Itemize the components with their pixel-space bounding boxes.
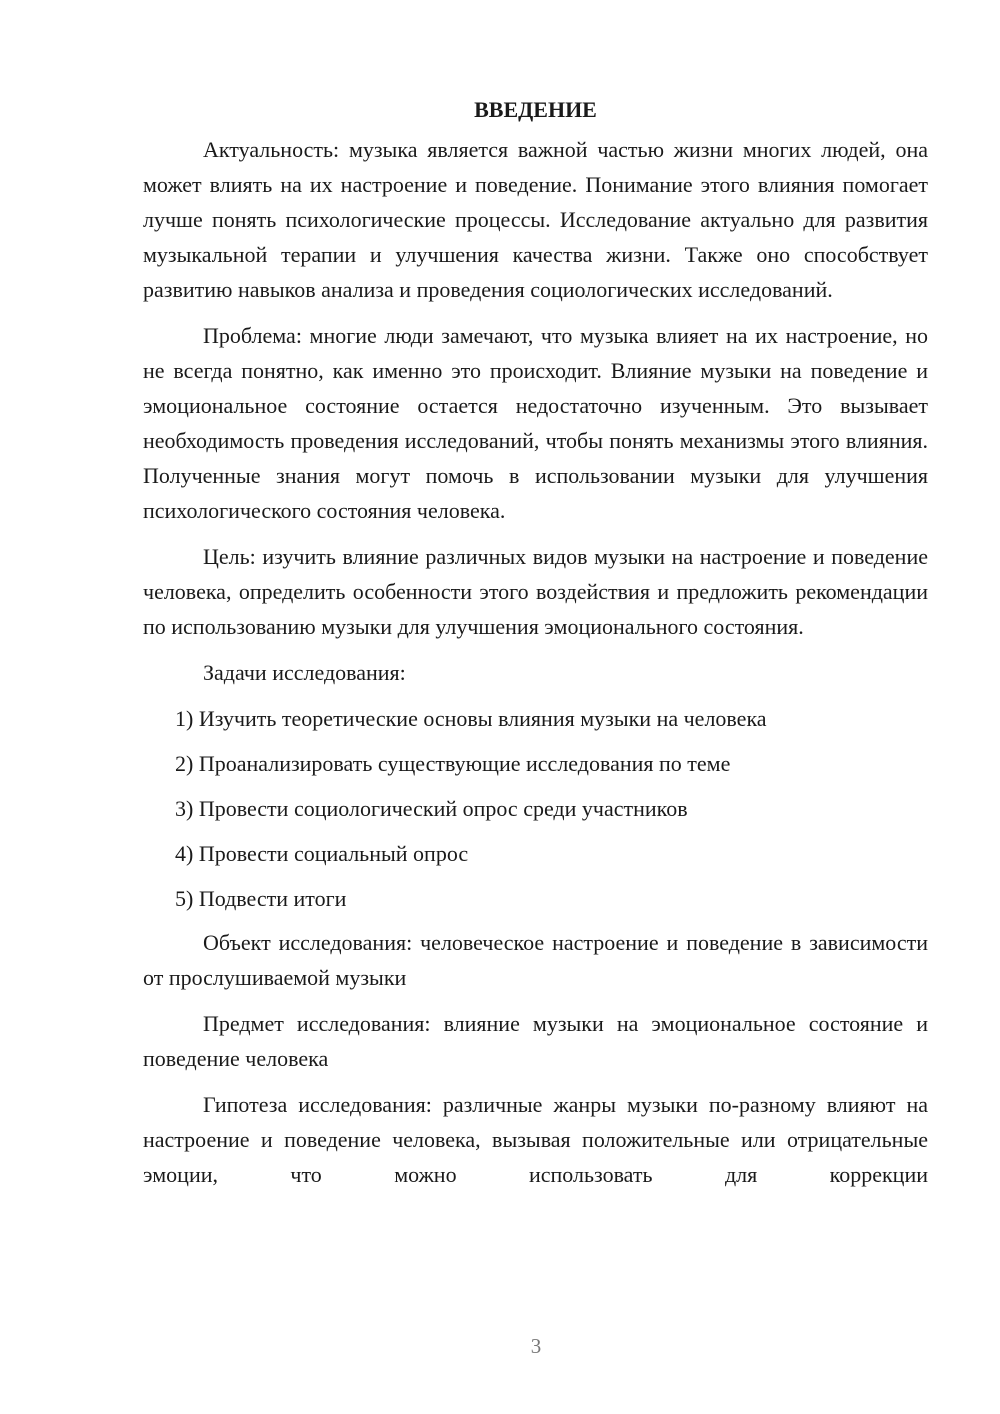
paragraph-goal: Цель: изучить влияние различных видов музыки на настроение и поведение человека, определить особенности этого воздействия и предложить рекомендации по использованию музыки для улучшения эмоционального состояния.: [143, 544, 928, 639]
list-item: 1) Изучить теоретические основы влияния музыки на человека: [175, 706, 767, 731]
tasks-list: [143, 701, 928, 916]
list-item: 5) Подвести итоги: [175, 886, 347, 911]
paragraph-subject: Предмет исследования: влияние музыки на эмоциональное состояние и поведение человека: [143, 1011, 928, 1071]
paragraph-problem: Проблема: многие люди замечают, что музыка влияет на их настроение, но не всегда понятно, как именно это происходит. Влияние музыки на поведение и эмоциональное состояние остается недостаточно изученным. Это вызывает необходимость проведения исследований, чтобы понять механизмы этого влияния. Полученные знания могут помочь в использовании музыки для улучшения психологического состояния человека.: [143, 323, 928, 523]
paragraph-relevance: Актуальность: музыка является важной частью жизни многих людей, она может влиять на их настроение и поведение. Понимание этого влияния помогает лучше понять психологические процессы. Исследование актуально для развития музыкальной терапии и улучшения качества жизни. Также оно способствует развитию навыков анализа и проведения социологических исследований.: [143, 137, 928, 302]
paragraph-hypothesis: Гипотеза исследования: различные жанры музыки по-разному влияют на настроение и поведение человека, вызывая положительные или отрицательные эмоции, что можно использовать для коррекции: [143, 1092, 928, 1187]
list-item: 4) Провести социальный опрос: [175, 841, 469, 866]
list-item: 3) Провести социологический опрос среди участников: [175, 796, 688, 821]
tasks-heading: Задачи исследования:: [203, 660, 406, 685]
page-number: 3: [530, 1334, 542, 1358]
list-item: 2) Проанализировать существующие исследования по теме: [175, 751, 731, 776]
paragraph-object: Объект исследования: человеческое настроение и поведение в зависимости от прослушиваемой музыки: [143, 930, 928, 990]
document-page: [143, 92, 928, 1192]
section-title: ВВЕДЕНИЕ: [474, 97, 597, 122]
